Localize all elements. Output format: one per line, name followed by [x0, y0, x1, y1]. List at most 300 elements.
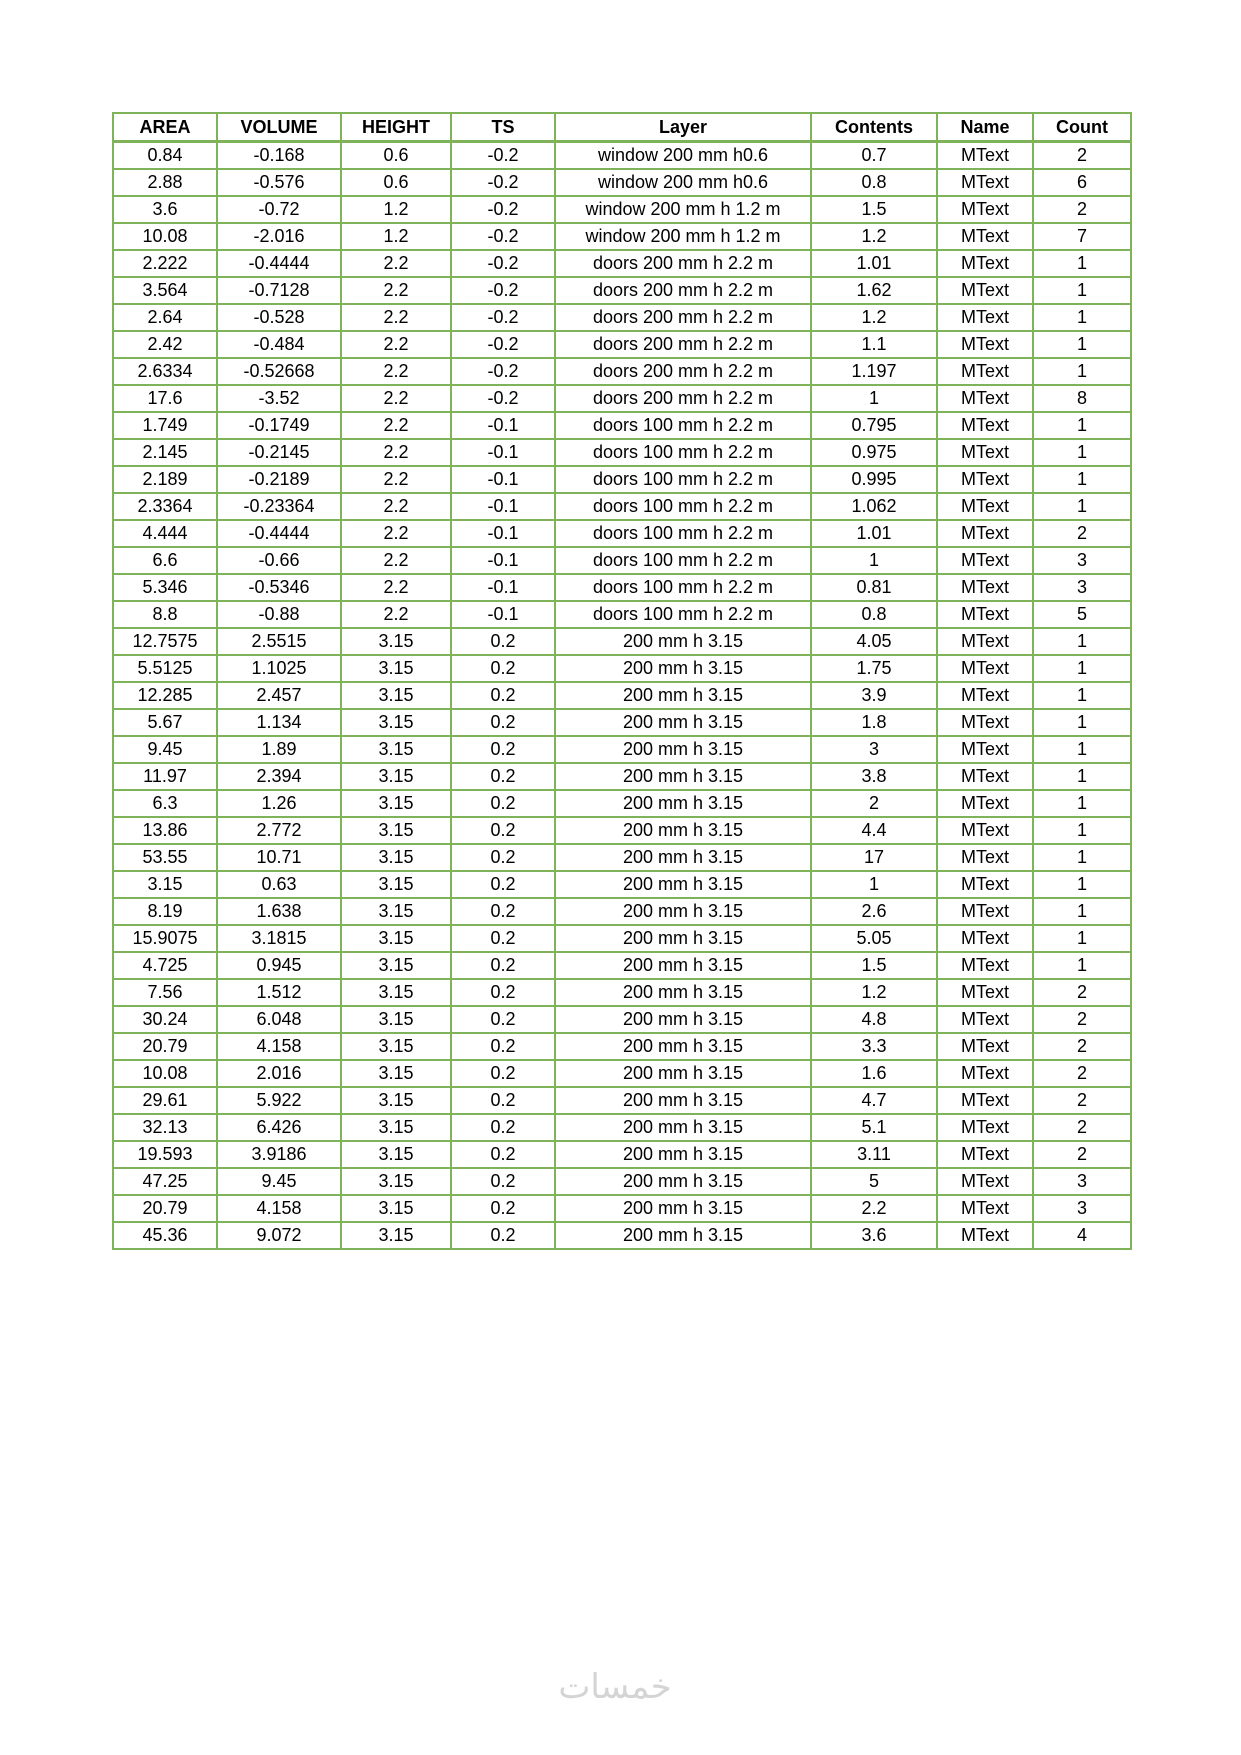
cell-volume: 3.9186 — [217, 1141, 341, 1168]
cell-count: 1 — [1033, 709, 1131, 736]
cell-height: 2.2 — [341, 277, 451, 304]
cell-name: MText — [937, 925, 1033, 952]
cell-area: 29.61 — [113, 1087, 217, 1114]
cell-volume: 1.638 — [217, 898, 341, 925]
cell-height: 3.15 — [341, 1087, 451, 1114]
cell-area: 2.6334 — [113, 358, 217, 385]
cell-layer: 200 mm h 3.15 — [555, 709, 811, 736]
cell-contents: 1 — [811, 547, 937, 574]
cell-layer: 200 mm h 3.15 — [555, 1006, 811, 1033]
cell-count: 1 — [1033, 817, 1131, 844]
cell-ts: -0.2 — [451, 304, 555, 331]
cell-ts: 0.2 — [451, 1222, 555, 1249]
cell-height: 3.15 — [341, 952, 451, 979]
cell-name: MText — [937, 412, 1033, 439]
cell-ts: 0.2 — [451, 1114, 555, 1141]
cell-layer: doors 100 mm h 2.2 m — [555, 466, 811, 493]
cell-height: 3.15 — [341, 844, 451, 871]
cell-area: 5.67 — [113, 709, 217, 736]
cell-height: 2.2 — [341, 250, 451, 277]
cell-area: 6.3 — [113, 790, 217, 817]
cell-volume: 2.394 — [217, 763, 341, 790]
cell-ts: -0.2 — [451, 385, 555, 412]
cell-name: MText — [937, 1222, 1033, 1249]
cell-ts: -0.1 — [451, 493, 555, 520]
cell-volume: -0.5346 — [217, 574, 341, 601]
cell-count: 1 — [1033, 439, 1131, 466]
cell-count: 1 — [1033, 628, 1131, 655]
table-row — [113, 952, 1131, 979]
cell-height: 2.2 — [341, 331, 451, 358]
cell-layer: doors 100 mm h 2.2 m — [555, 574, 811, 601]
cell-ts: 0.2 — [451, 871, 555, 898]
table-row — [113, 709, 1131, 736]
cell-height: 3.15 — [341, 1114, 451, 1141]
cell-name: MText — [937, 304, 1033, 331]
cell-height: 3.15 — [341, 763, 451, 790]
table-header — [113, 113, 1131, 142]
cell-volume: -0.168 — [217, 142, 341, 170]
cell-volume: 6.426 — [217, 1114, 341, 1141]
cell-area: 20.79 — [113, 1195, 217, 1222]
table-row — [113, 871, 1131, 898]
cell-area: 10.08 — [113, 1060, 217, 1087]
cell-contents: 0.8 — [811, 169, 937, 196]
cell-volume: -0.2145 — [217, 439, 341, 466]
cell-height: 0.6 — [341, 169, 451, 196]
cell-count: 3 — [1033, 1195, 1131, 1222]
cell-name: MText — [937, 736, 1033, 763]
cell-contents: 0.995 — [811, 466, 937, 493]
cell-layer: window 200 mm h 1.2 m — [555, 196, 811, 223]
cell-layer: doors 100 mm h 2.2 m — [555, 412, 811, 439]
column-header-volume: VOLUME — [217, 113, 341, 142]
cell-volume: -3.52 — [217, 385, 341, 412]
cell-area: 11.97 — [113, 763, 217, 790]
table-row — [113, 520, 1131, 547]
table-row — [113, 1006, 1131, 1033]
cell-name: MText — [937, 628, 1033, 655]
cell-name: MText — [937, 1087, 1033, 1114]
cell-height: 2.2 — [341, 493, 451, 520]
table-row — [113, 1195, 1131, 1222]
cell-volume: 1.1025 — [217, 655, 341, 682]
cell-volume: 1.89 — [217, 736, 341, 763]
cell-name: MText — [937, 574, 1033, 601]
cell-ts: -0.1 — [451, 412, 555, 439]
cell-count: 1 — [1033, 655, 1131, 682]
cell-area: 12.285 — [113, 682, 217, 709]
cell-ts: 0.2 — [451, 898, 555, 925]
cell-contents: 4.05 — [811, 628, 937, 655]
cell-area: 0.84 — [113, 142, 217, 170]
cell-layer: 200 mm h 3.15 — [555, 628, 811, 655]
cell-layer: doors 200 mm h 2.2 m — [555, 358, 811, 385]
cell-contents: 17 — [811, 844, 937, 871]
cell-contents: 1 — [811, 385, 937, 412]
cell-name: MText — [937, 1141, 1033, 1168]
cell-count: 1 — [1033, 358, 1131, 385]
table-row — [113, 925, 1131, 952]
cell-count: 1 — [1033, 790, 1131, 817]
cell-contents: 1.1 — [811, 331, 937, 358]
cell-ts: 0.2 — [451, 655, 555, 682]
column-header-contents: Contents — [811, 113, 937, 142]
cell-count: 1 — [1033, 304, 1131, 331]
cell-ts: 0.2 — [451, 736, 555, 763]
cell-height: 3.15 — [341, 628, 451, 655]
cell-area: 17.6 — [113, 385, 217, 412]
cell-contents: 4.4 — [811, 817, 937, 844]
cell-ts: -0.1 — [451, 439, 555, 466]
cell-ts: -0.2 — [451, 358, 555, 385]
cell-volume: 10.71 — [217, 844, 341, 871]
cell-area: 32.13 — [113, 1114, 217, 1141]
cell-area: 13.86 — [113, 817, 217, 844]
cell-name: MText — [937, 1060, 1033, 1087]
cell-name: MText — [937, 979, 1033, 1006]
cell-volume: -0.576 — [217, 169, 341, 196]
cell-volume: -0.72 — [217, 196, 341, 223]
cell-count: 8 — [1033, 385, 1131, 412]
cell-volume: 2.5515 — [217, 628, 341, 655]
cell-count: 2 — [1033, 979, 1131, 1006]
cell-layer: 200 mm h 3.15 — [555, 1060, 811, 1087]
cell-name: MText — [937, 1168, 1033, 1195]
cell-area: 7.56 — [113, 979, 217, 1006]
table-row — [113, 1114, 1131, 1141]
cell-volume: 2.016 — [217, 1060, 341, 1087]
cell-contents: 1.5 — [811, 196, 937, 223]
cell-height: 3.15 — [341, 736, 451, 763]
cell-contents: 5 — [811, 1168, 937, 1195]
watermark-logo: خمسات — [558, 1667, 672, 1707]
cell-name: MText — [937, 898, 1033, 925]
cell-ts: 0.2 — [451, 763, 555, 790]
cell-contents: 0.975 — [811, 439, 937, 466]
table-row — [113, 1222, 1131, 1249]
table-row — [113, 358, 1131, 385]
cell-name: MText — [937, 790, 1033, 817]
cell-height: 3.15 — [341, 925, 451, 952]
cell-ts: 0.2 — [451, 979, 555, 1006]
cell-height: 3.15 — [341, 1006, 451, 1033]
cell-volume: -0.23364 — [217, 493, 341, 520]
cell-layer: doors 200 mm h 2.2 m — [555, 277, 811, 304]
cell-contents: 1.62 — [811, 277, 937, 304]
cell-layer: 200 mm h 3.15 — [555, 1087, 811, 1114]
cell-ts: -0.2 — [451, 142, 555, 170]
cell-ts: 0.2 — [451, 1141, 555, 1168]
cell-contents: 1.197 — [811, 358, 937, 385]
cell-area: 45.36 — [113, 1222, 217, 1249]
cell-ts: 0.2 — [451, 817, 555, 844]
cell-volume: 9.45 — [217, 1168, 341, 1195]
cell-layer: 200 mm h 3.15 — [555, 736, 811, 763]
cell-count: 3 — [1033, 1168, 1131, 1195]
cell-ts: 0.2 — [451, 1168, 555, 1195]
cell-ts: 0.2 — [451, 709, 555, 736]
cell-count: 1 — [1033, 331, 1131, 358]
cell-ts: 0.2 — [451, 628, 555, 655]
cell-contents: 3.6 — [811, 1222, 937, 1249]
cell-area: 4.725 — [113, 952, 217, 979]
cell-contents: 3.8 — [811, 763, 937, 790]
cell-name: MText — [937, 277, 1033, 304]
cell-layer: doors 200 mm h 2.2 m — [555, 385, 811, 412]
cell-contents: 1.01 — [811, 250, 937, 277]
cell-area: 12.7575 — [113, 628, 217, 655]
cell-contents: 3.3 — [811, 1033, 937, 1060]
cell-name: MText — [937, 331, 1033, 358]
cell-contents: 3 — [811, 736, 937, 763]
cell-height: 3.15 — [341, 1222, 451, 1249]
cell-height: 3.15 — [341, 1168, 451, 1195]
cell-ts: -0.1 — [451, 466, 555, 493]
cell-contents: 3.11 — [811, 1141, 937, 1168]
cell-layer: 200 mm h 3.15 — [555, 979, 811, 1006]
cell-count: 2 — [1033, 1114, 1131, 1141]
cell-height: 2.2 — [341, 574, 451, 601]
cell-contents: 1.5 — [811, 952, 937, 979]
table-body — [113, 142, 1131, 1250]
cell-layer: 200 mm h 3.15 — [555, 871, 811, 898]
cell-ts: 0.2 — [451, 1033, 555, 1060]
cell-height: 2.2 — [341, 304, 451, 331]
cell-area: 1.749 — [113, 412, 217, 439]
table-row — [113, 790, 1131, 817]
cell-contents: 0.7 — [811, 142, 937, 170]
cell-volume: 1.26 — [217, 790, 341, 817]
cell-area: 2.64 — [113, 304, 217, 331]
cell-height: 3.15 — [341, 790, 451, 817]
cell-layer: 200 mm h 3.15 — [555, 1195, 811, 1222]
table-row — [113, 844, 1131, 871]
cell-name: MText — [937, 601, 1033, 628]
column-header-count: Count — [1033, 113, 1131, 142]
cell-height: 3.15 — [341, 1195, 451, 1222]
cell-volume: 4.158 — [217, 1195, 341, 1222]
cell-area: 15.9075 — [113, 925, 217, 952]
cell-contents: 1.2 — [811, 979, 937, 1006]
cell-height: 2.2 — [341, 358, 451, 385]
cell-layer: doors 100 mm h 2.2 m — [555, 520, 811, 547]
cell-count: 3 — [1033, 574, 1131, 601]
table-row — [113, 1141, 1131, 1168]
cell-name: MText — [937, 358, 1033, 385]
column-header-area: AREA — [113, 113, 217, 142]
cell-area: 2.222 — [113, 250, 217, 277]
cell-height: 3.15 — [341, 709, 451, 736]
cell-name: MText — [937, 466, 1033, 493]
cell-contents: 1.6 — [811, 1060, 937, 1087]
table-row — [113, 223, 1131, 250]
table-row — [113, 547, 1131, 574]
cell-height: 3.15 — [341, 898, 451, 925]
cell-volume: -2.016 — [217, 223, 341, 250]
column-header-name: Name — [937, 113, 1033, 142]
cell-area: 5.346 — [113, 574, 217, 601]
cell-area: 2.88 — [113, 169, 217, 196]
cell-name: MText — [937, 250, 1033, 277]
table-row — [113, 304, 1131, 331]
cell-contents: 1.2 — [811, 304, 937, 331]
table-row — [113, 628, 1131, 655]
cell-volume: 6.048 — [217, 1006, 341, 1033]
cell-count: 1 — [1033, 871, 1131, 898]
cell-layer: window 200 mm h0.6 — [555, 142, 811, 170]
cell-count: 1 — [1033, 898, 1131, 925]
cell-volume: 1.512 — [217, 979, 341, 1006]
cell-area: 6.6 — [113, 547, 217, 574]
table-row — [113, 574, 1131, 601]
table-row — [113, 493, 1131, 520]
cell-count: 1 — [1033, 736, 1131, 763]
cell-area: 2.189 — [113, 466, 217, 493]
cell-ts: 0.2 — [451, 925, 555, 952]
table-row — [113, 1033, 1131, 1060]
table-row — [113, 142, 1131, 170]
cell-name: MText — [937, 817, 1033, 844]
cell-name: MText — [937, 1006, 1033, 1033]
cell-count: 1 — [1033, 952, 1131, 979]
cell-area: 53.55 — [113, 844, 217, 871]
cell-area: 3.564 — [113, 277, 217, 304]
cell-height: 3.15 — [341, 1141, 451, 1168]
cell-layer: 200 mm h 3.15 — [555, 898, 811, 925]
cell-layer: 200 mm h 3.15 — [555, 952, 811, 979]
table-row — [113, 385, 1131, 412]
cell-area: 10.08 — [113, 223, 217, 250]
column-header-height: HEIGHT — [341, 113, 451, 142]
table-row — [113, 331, 1131, 358]
cell-name: MText — [937, 169, 1033, 196]
cell-volume: -0.1749 — [217, 412, 341, 439]
cell-count: 1 — [1033, 412, 1131, 439]
cell-contents: 5.1 — [811, 1114, 937, 1141]
table-row — [113, 655, 1131, 682]
cell-count: 6 — [1033, 169, 1131, 196]
cell-count: 1 — [1033, 682, 1131, 709]
cell-height: 3.15 — [341, 1033, 451, 1060]
cell-contents: 4.7 — [811, 1087, 937, 1114]
cell-volume: 3.1815 — [217, 925, 341, 952]
table-row — [113, 1087, 1131, 1114]
cell-area: 20.79 — [113, 1033, 217, 1060]
table-row — [113, 277, 1131, 304]
table-row — [113, 466, 1131, 493]
cell-layer: doors 200 mm h 2.2 m — [555, 331, 811, 358]
cell-area: 30.24 — [113, 1006, 217, 1033]
cell-count: 2 — [1033, 142, 1131, 170]
cell-ts: -0.1 — [451, 601, 555, 628]
cell-count: 2 — [1033, 196, 1131, 223]
cell-area: 2.42 — [113, 331, 217, 358]
cell-count: 4 — [1033, 1222, 1131, 1249]
cell-ts: -0.2 — [451, 196, 555, 223]
cell-count: 1 — [1033, 250, 1131, 277]
cell-height: 2.2 — [341, 601, 451, 628]
cell-name: MText — [937, 196, 1033, 223]
cell-volume: -0.4444 — [217, 520, 341, 547]
cell-name: MText — [937, 1114, 1033, 1141]
cell-contents: 1.8 — [811, 709, 937, 736]
cell-height: 2.2 — [341, 520, 451, 547]
table-row — [113, 169, 1131, 196]
cell-contents: 4.8 — [811, 1006, 937, 1033]
cell-count: 7 — [1033, 223, 1131, 250]
cell-name: MText — [937, 223, 1033, 250]
cell-count: 2 — [1033, 1141, 1131, 1168]
cell-ts: 0.2 — [451, 1060, 555, 1087]
cell-layer: 200 mm h 3.15 — [555, 1222, 811, 1249]
cell-ts: 0.2 — [451, 952, 555, 979]
cell-ts: 0.2 — [451, 790, 555, 817]
cell-ts: -0.1 — [451, 547, 555, 574]
cell-name: MText — [937, 763, 1033, 790]
cell-contents: 1.01 — [811, 520, 937, 547]
cell-height: 2.2 — [341, 439, 451, 466]
cell-count: 1 — [1033, 466, 1131, 493]
cell-volume: 4.158 — [217, 1033, 341, 1060]
cell-volume: 1.134 — [217, 709, 341, 736]
cell-volume: 0.63 — [217, 871, 341, 898]
table-row — [113, 1060, 1131, 1087]
cell-height: 3.15 — [341, 817, 451, 844]
cell-ts: -0.2 — [451, 223, 555, 250]
cell-contents: 1.75 — [811, 655, 937, 682]
cell-area: 9.45 — [113, 736, 217, 763]
cell-ts: -0.2 — [451, 169, 555, 196]
cell-layer: doors 100 mm h 2.2 m — [555, 439, 811, 466]
cell-layer: 200 mm h 3.15 — [555, 655, 811, 682]
cell-name: MText — [937, 655, 1033, 682]
table-row — [113, 817, 1131, 844]
cell-name: MText — [937, 520, 1033, 547]
cell-height: 2.2 — [341, 412, 451, 439]
cell-area: 2.3364 — [113, 493, 217, 520]
cell-name: MText — [937, 493, 1033, 520]
table-row — [113, 736, 1131, 763]
cell-count: 1 — [1033, 763, 1131, 790]
cell-layer: doors 100 mm h 2.2 m — [555, 493, 811, 520]
cell-height: 2.2 — [341, 466, 451, 493]
cell-count: 1 — [1033, 844, 1131, 871]
cell-height: 3.15 — [341, 655, 451, 682]
cell-volume: -0.528 — [217, 304, 341, 331]
cell-count: 3 — [1033, 547, 1131, 574]
cell-contents: 1 — [811, 871, 937, 898]
cell-layer: window 200 mm h 1.2 m — [555, 223, 811, 250]
cell-layer: 200 mm h 3.15 — [555, 1168, 811, 1195]
table-row — [113, 1168, 1131, 1195]
cell-area: 8.8 — [113, 601, 217, 628]
table-row — [113, 898, 1131, 925]
cell-contents: 5.05 — [811, 925, 937, 952]
cell-volume: -0.4444 — [217, 250, 341, 277]
cell-contents: 2 — [811, 790, 937, 817]
cell-name: MText — [937, 142, 1033, 170]
cell-ts: -0.1 — [451, 520, 555, 547]
cell-name: MText — [937, 385, 1033, 412]
cell-count: 1 — [1033, 493, 1131, 520]
cell-area: 47.25 — [113, 1168, 217, 1195]
table-row — [113, 439, 1131, 466]
cell-layer: 200 mm h 3.15 — [555, 1141, 811, 1168]
cell-height: 0.6 — [341, 142, 451, 170]
cell-volume: -0.66 — [217, 547, 341, 574]
cell-layer: doors 200 mm h 2.2 m — [555, 304, 811, 331]
